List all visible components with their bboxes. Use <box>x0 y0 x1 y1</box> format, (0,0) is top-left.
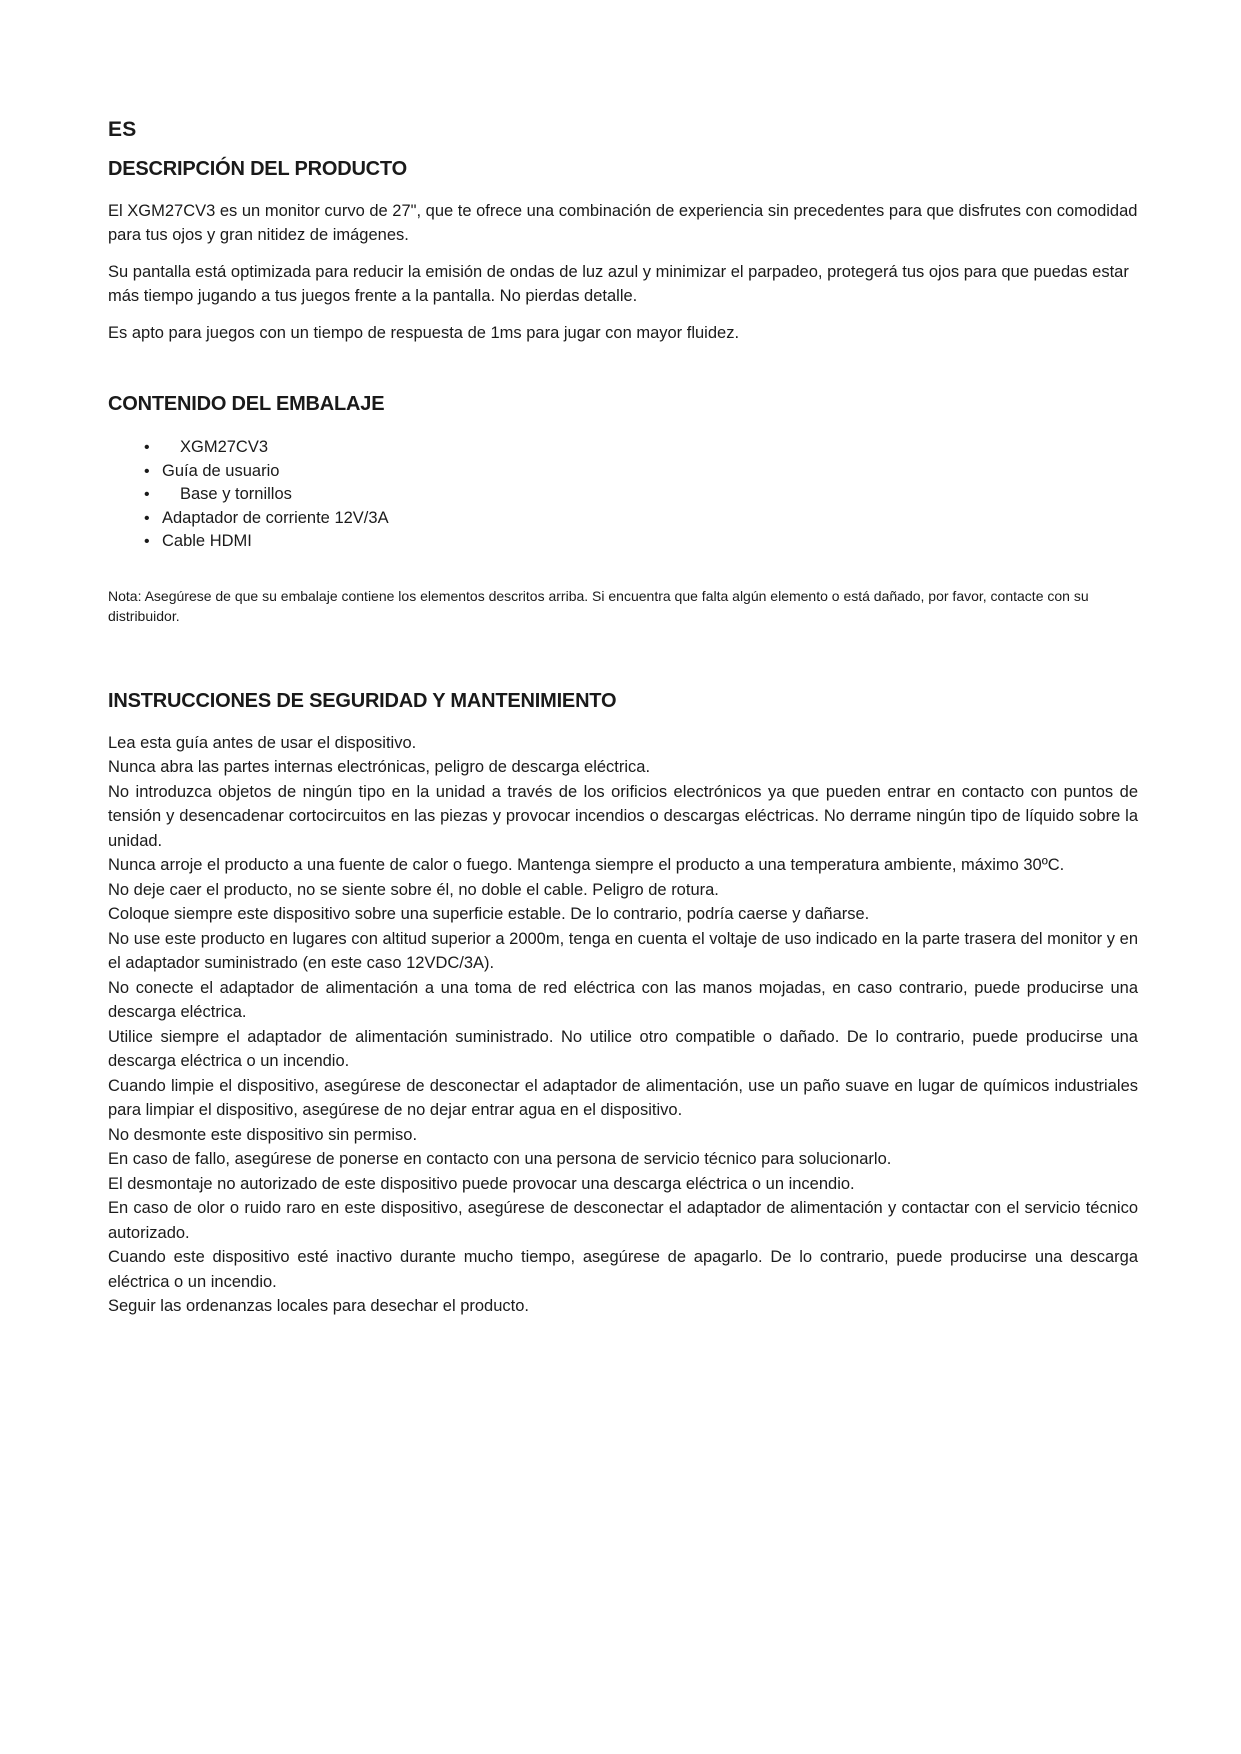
safety-instruction: Nunca arroje el producto a una fuente de calor o fuego. Mantenga siempre el producto a una temperatura ambiente, máximo 30ºC. <box>108 856 1065 874</box>
section-title: INSTRUCCIONES DE SEGURIDAD Y MANTENIMIENTO <box>108 689 617 712</box>
document-page <box>108 118 1138 1319</box>
safety-instruction: No use este producto en lugares con altitud superior a 2000m, tenga en cuenta el voltaje de uso indicado en la parte trasera del monitor y en el adaptador suministrado (en este caso 12VDC/3A). <box>108 929 1138 972</box>
section-title: CONTENIDO DEL EMBALAJE <box>108 393 385 415</box>
list-item: • Base y tornillos <box>144 483 1138 507</box>
safety-instruction: En caso de fallo, asegúrese de ponerse en contacto con una persona de servicio técnico para solucionarlo. <box>108 1150 892 1168</box>
safety-instruction: Cuando limpie el dispositivo, asegúrese de desconectar el adaptador de alimentación, use un paño suave en lugar de químicos industriales para limpiar el dispositivo, asegúrese de no dejar entrar agua en el dispositivo. <box>108 1076 1138 1119</box>
description-paragraph: Es apto para juegos con un tiempo de respuesta de 1ms para jugar con mayor fluidez. <box>108 324 740 342</box>
safety-instruction: Coloque siempre este dispositivo sobre una superficie estable. De lo contrario, podría caerse y dañarse. <box>108 905 870 923</box>
safety-instruction: El desmontaje no autorizado de este dispositivo puede provocar una descarga eléctrica o un incendio. <box>108 1174 855 1193</box>
safety-instructions-section <box>108 690 1138 1319</box>
description-paragraph: Su pantalla está optimizada para reducir la emisión de ondas de luz azul y minimizar el parpadeo, protegerá tus ojos para que puedas estar más tiempo jugando a tus juegos frente a la pantalla. No pierdas detalle. <box>108 263 1129 305</box>
package-items-list <box>108 436 1138 554</box>
product-description-section <box>108 158 1138 345</box>
safety-instruction: Utilice siempre el adaptador de alimentación suministrado. No utilice otro compatible o dañado. De lo contrario, puede producirse una descarga eléctrica o un incendio. <box>108 1027 1138 1070</box>
safety-instruction: No desmonte este dispositivo sin permiso. <box>108 1125 418 1144</box>
safety-instruction: No conecte el adaptador de alimentación a una toma de red eléctrica con las manos mojadas, en caso contrario, puede producirse una descarga eléctrica. <box>108 978 1138 1021</box>
list-item: • Guía de usuario <box>144 460 1138 484</box>
package-note: Nota: Asegúrese de que su embalaje contiene los elementos descritos arriba. Si encuentra que falta algún elemento o está dañado, por favor, contacte con su distribuidor. <box>108 587 1089 624</box>
safety-instruction: Lea esta guía antes de usar el dispositivo. <box>108 733 417 752</box>
safety-instruction: En caso de olor o ruido raro en este dispositivo, asegúrese de desconectar el adaptador de alimentación y contactar con el servicio técnico autorizado. <box>108 1199 1138 1242</box>
section-title: DESCRIPCIÓN DEL PRODUCTO <box>108 158 407 180</box>
list-item: • XGM27CV3 <box>144 436 1138 460</box>
package-contents-section <box>108 393 1138 626</box>
safety-instruction: No deje caer el producto, no se siente sobre él, no doble el cable. Peligro de rotura. <box>108 880 719 899</box>
safety-instruction: Nunca abra las partes internas electrónicas, peligro de descarga eléctrica. <box>108 758 651 776</box>
list-item: • Adaptador de corriente 12V/3A <box>144 507 1138 531</box>
safety-instruction: Cuando este dispositivo esté inactivo durante mucho tiempo, asegúrese de apagarlo. De lo contrario, puede producirse una descarga eléctrica o un incendio. <box>108 1248 1138 1291</box>
safety-instruction: No introduzca objetos de ningún tipo en la unidad a través de los orificios electrónicos ya que pueden entrar en contacto con puntos de tensión y desencadenar cortocircuitos en las piezas y provocar incendios o descargas eléctricas. No derrame ningún tipo de líquido sobre la unidad. <box>108 782 1138 850</box>
list-item: • Cable HDMI <box>144 530 1138 554</box>
safety-instruction: Seguir las ordenanzas locales para desechar el producto. <box>108 1297 530 1315</box>
description-paragraph: El XGM27CV3 es un monitor curvo de 27", que te ofrece una combinación de experiencia sin precedentes para que disfrutes con comodidad para tus ojos y gran nitidez de imágenes. <box>108 202 1138 244</box>
language-code: ES <box>108 118 137 141</box>
